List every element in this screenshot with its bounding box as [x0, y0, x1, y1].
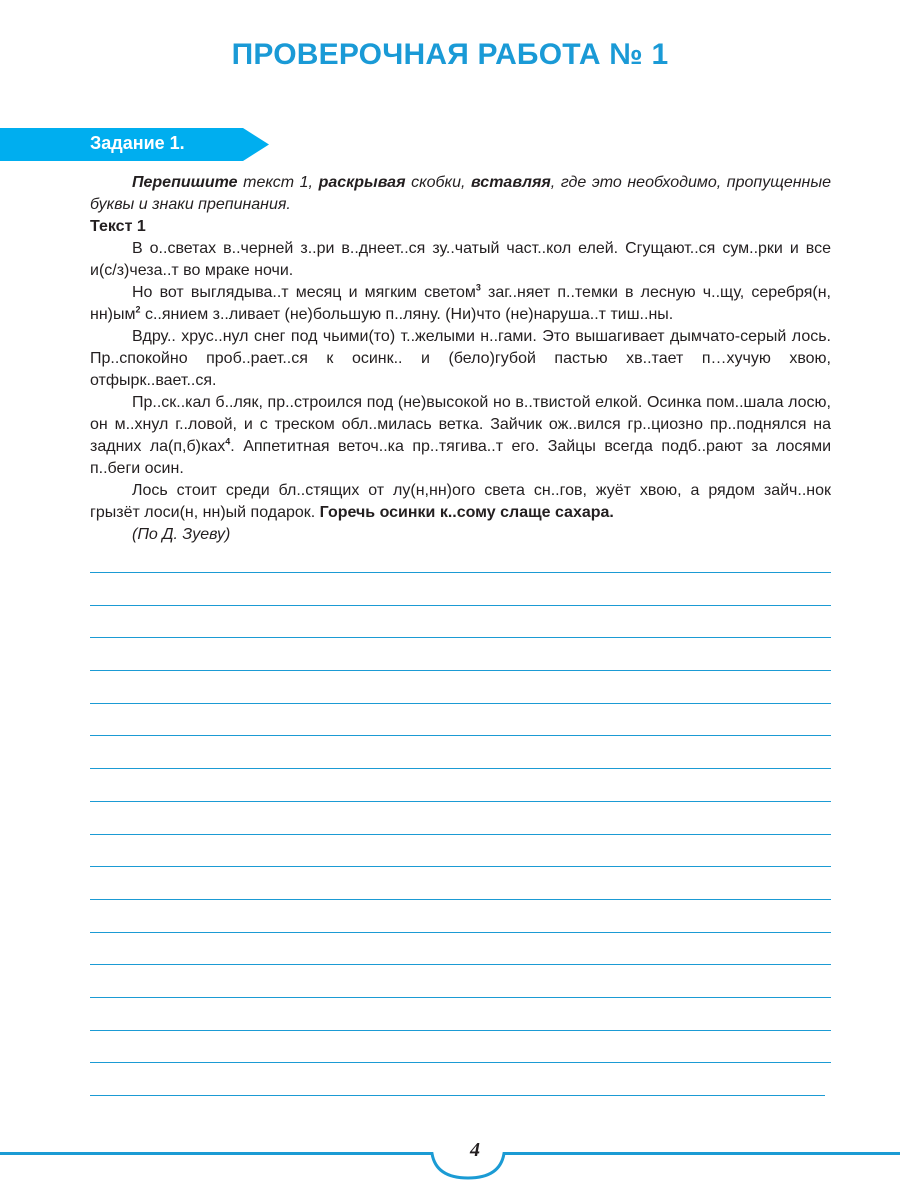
- answer-line[interactable]: [90, 670, 831, 671]
- answer-line[interactable]: [90, 997, 831, 998]
- paragraph-1: В о..светах в..черней з..ри в..днеет..ся зу..чатый част..кол елей. Сгущают..ся сум..рки и все и(с/з)чеза..т во мраке ночи.: [90, 240, 831, 279]
- answer-line[interactable]: [90, 768, 831, 769]
- page-number: 4: [470, 1139, 480, 1161]
- answer-line[interactable]: [90, 1095, 825, 1096]
- answer-line[interactable]: [90, 1062, 831, 1063]
- answer-line[interactable]: [90, 899, 831, 900]
- answer-lines[interactable]: [90, 572, 831, 1128]
- footnote-3: 3: [475, 282, 481, 293]
- author-attribution: (По Д. Зуеву): [132, 526, 231, 543]
- answer-line[interactable]: [90, 605, 831, 606]
- footer-rule: [0, 1140, 900, 1200]
- task-instruction: Перепишите текст 1, раскрывая скобки, вставляя, где это необходимо, пропущенные буквы и знаки препинания.: [90, 174, 832, 213]
- paragraph-4: Пр..ск..кал б..ляк, пр..строился под (не)высокой но в..твистой елкой. Осинка пом..шала лосю, он м..хнул г..ловой, и с треском обл..милась ветка. Зайчик ож..вился гр..циозно пр..поднялся на задних ла(п,б)ках$^4$. Аппетитная веточ..ка пр..тягива..т его. Зайцы всегда подб..рают за лосями п..беги осин.: [90, 394, 832, 477]
- answer-line[interactable]: [90, 1030, 831, 1031]
- answer-line[interactable]: [90, 834, 831, 835]
- answer-line[interactable]: [90, 703, 831, 704]
- paragraph-2: Но вот выглядыва..т месяц и мягким светом$^3$ заг..няет п..темки в лесную ч..щу, серебря(н, $нн)ым^2$ с..янием з..ливает (не)большую п..ляну. (Ни)что (не)наруша..т тиш..ны.: [90, 282, 831, 323]
- text-title: Текст 1: [90, 218, 146, 235]
- answer-line[interactable]: [90, 964, 831, 965]
- paragraph-5: Лось стоит среди бл..стящих от лу(н,нн)ого света сн..гов, жуёт хвою, а рядом зайч..нок грызёт лоси(н, нн)ый подарок. Горечь осинки к..сому слаще сахара.: [90, 482, 831, 521]
- answer-line[interactable]: [90, 801, 831, 802]
- footnote-2: 2: [135, 304, 141, 315]
- page-title: ПРОВЕРОЧНАЯ РАБОТА № 1: [231, 38, 669, 71]
- answer-line[interactable]: [90, 866, 831, 867]
- answer-line[interactable]: [90, 735, 831, 736]
- answer-line[interactable]: [90, 572, 831, 573]
- answer-line[interactable]: [90, 932, 831, 933]
- task-label: Задание 1.: [90, 133, 185, 153]
- task-content: [90, 172, 831, 546]
- task-ribbon: [0, 128, 270, 161]
- paragraph-3: Вдру.. хрус..нул снег под чьими(то) т..желыми н..гами. Это вышагивает дымчато-серый лось. Пр..спокойно проб..рает..ся к осинк.. и (бело)губой пастью хв..тает п…хучую хвою, отфырк..вает..ся.: [90, 328, 831, 389]
- footnote-4: 4: [225, 436, 231, 447]
- answer-line[interactable]: [90, 637, 831, 638]
